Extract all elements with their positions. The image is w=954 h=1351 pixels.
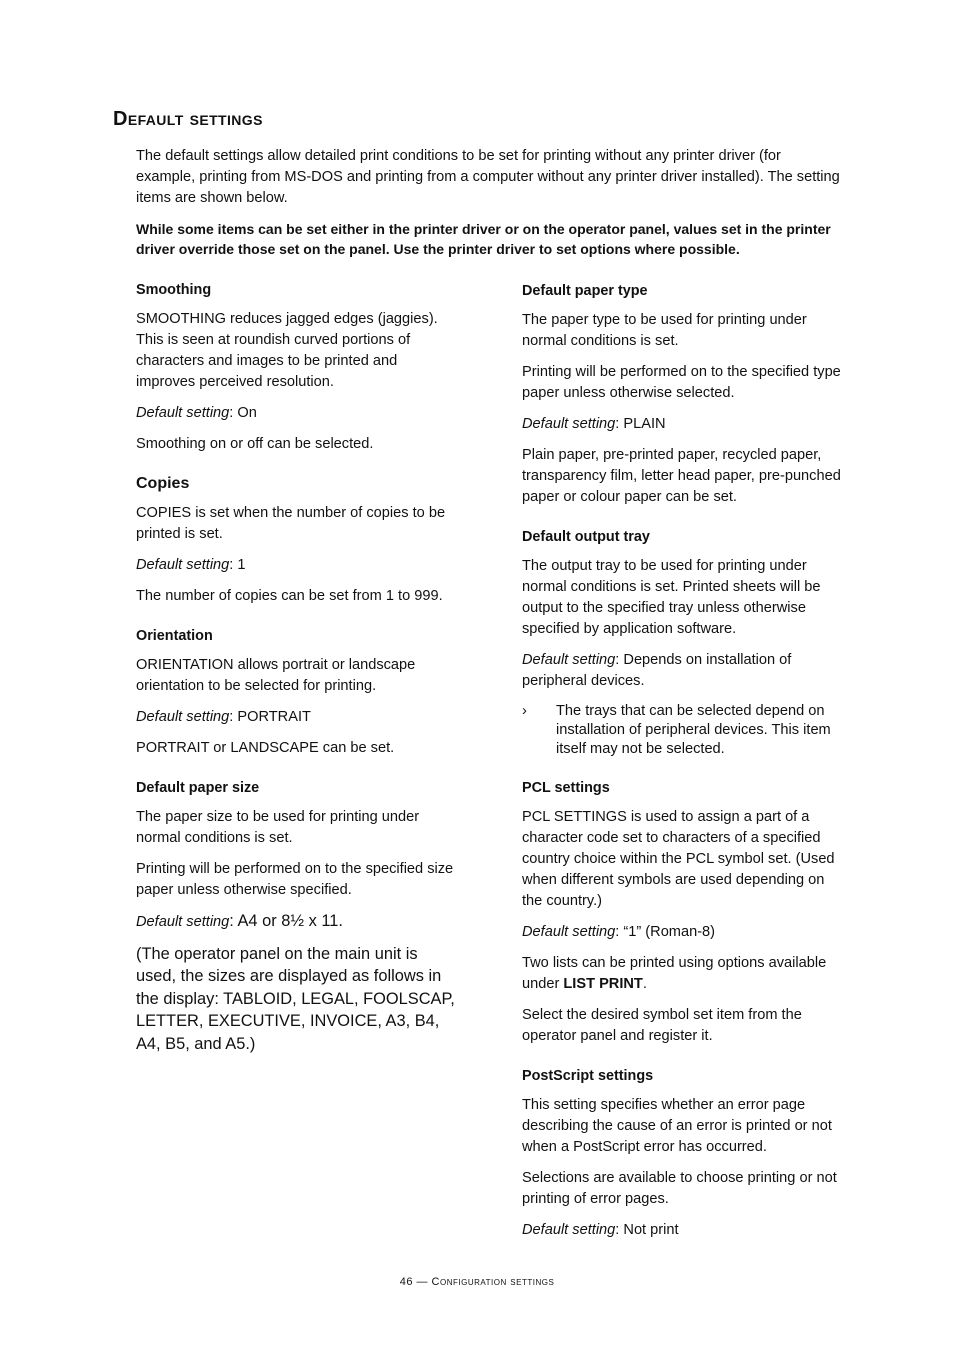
smoothing-default-value: : On xyxy=(229,405,257,421)
default-label: Default setting xyxy=(136,405,230,421)
default-label: Default setting xyxy=(522,924,616,940)
paper-type-desc2: Printing will be performed on to the specified type paper unless otherwise selected. xyxy=(522,364,841,401)
paper-size-heading: Default paper size xyxy=(136,780,260,796)
pcl-note-post: . xyxy=(642,976,647,992)
pcl-note-bold: LIST PRINT xyxy=(563,976,643,992)
orientation-heading: Orientation xyxy=(136,628,213,644)
orientation-default xyxy=(136,707,458,728)
paper-type-default xyxy=(522,414,844,435)
output-tray-default-value: : Depends on installation of peripheral devices. xyxy=(522,652,792,689)
orientation-default-value: : PORTRAIT xyxy=(229,709,311,725)
postscript-default xyxy=(522,1220,844,1241)
paper-size-default xyxy=(136,911,458,933)
pcl-default xyxy=(522,922,844,943)
pcl-note xyxy=(522,953,844,995)
section-pcl xyxy=(522,778,844,1047)
section-postscript xyxy=(522,1066,844,1241)
chevron-right-icon: › xyxy=(522,703,527,719)
pcl-heading: PCL settings xyxy=(522,780,610,796)
paper-type-note: Plain paper, pre-printed paper, recycled paper, transparency film, letter head paper, pre-punched paper or colour paper can be set. xyxy=(522,447,841,505)
paper-size-desc: The paper size to be used for printing under normal conditions is set. xyxy=(136,809,420,846)
default-label: Default setting xyxy=(136,557,230,573)
section-paper-size xyxy=(136,778,458,1055)
default-label: Default setting xyxy=(522,652,616,668)
pcl-desc: PCL SETTINGS is used to assign a part of a character code set to characters of a specified country choice within the PCL symbol set. (Used when different symbols are used depending on the country.) xyxy=(522,809,835,909)
intro-bold-paragraph: While some items can be set either in the printer driver or on the operator panel, values set in the printer driver override those set on the panel. Use the printer driver to set options where possible. xyxy=(136,221,831,257)
section-copies xyxy=(136,474,458,607)
smoothing-desc: SMOOTHING reduces jagged edges (jaggies). This is seen at roundish curved portions of characters and images to be printed and improves perceived resolution. xyxy=(136,311,438,390)
section-paper-type xyxy=(522,281,844,508)
default-label: Default setting xyxy=(136,914,230,930)
paper-type-desc: The paper type to be used for printing under normal conditions is set. xyxy=(522,312,807,349)
paper-size-desc2: Printing will be performed on to the specified size paper unless otherwise specified. xyxy=(136,861,454,898)
output-tray-bullet xyxy=(522,702,844,759)
section-output-tray xyxy=(522,527,844,759)
default-label: Default setting xyxy=(522,1222,616,1238)
orientation-note: PORTRAIT or LANDSCAPE can be set. xyxy=(136,740,395,756)
default-label: Default setting xyxy=(522,416,616,432)
paper-type-heading: Default paper type xyxy=(522,283,648,299)
copies-heading: Copies xyxy=(136,475,190,492)
copies-default-value: : 1 xyxy=(229,557,246,573)
output-tray-default xyxy=(522,650,844,692)
orientation-desc: ORIENTATION allows portrait or landscape orientation to be selected for printing. xyxy=(136,657,416,694)
page-title: Default settings xyxy=(113,108,263,130)
copies-note: The number of copies can be set from 1 to 999. xyxy=(136,588,443,604)
postscript-default-value: : Not print xyxy=(615,1222,679,1238)
pcl-note2: Select the desired symbol set item from the operator panel and register it. xyxy=(522,1007,802,1044)
pcl-default-value: : “1” (Roman-8) xyxy=(615,924,716,940)
left-column xyxy=(136,280,458,1074)
intro-paragraph: The default settings allow detailed print conditions to be set for printing without any printer driver (for example, printing from MS-DOS and printing from a computer without any printer driver installed). The setting items are shown below. xyxy=(136,148,840,206)
default-label: Default setting xyxy=(136,709,230,725)
paper-size-note: (The operator panel on the main unit is used, the sizes are displayed as follows in the display: TABLOID, LEGAL, FOOLSCAP, LETTER, EXECUTIVE, INVOICE, A3, B4, A4, B5, and A5.) xyxy=(136,945,455,1053)
smoothing-heading: Smoothing xyxy=(136,282,212,298)
paper-size-default-value: : A4 or 8½ x 11. xyxy=(229,912,343,930)
paper-type-default-value: : PLAIN xyxy=(615,416,666,432)
output-tray-bullet-text: The trays that can be selected depend on installation of peripheral devices. This item itself may not be selected. xyxy=(556,703,831,757)
output-tray-heading: Default output tray xyxy=(522,529,650,545)
section-orientation xyxy=(136,626,458,759)
section-smoothing xyxy=(136,280,458,455)
right-column xyxy=(522,281,844,1260)
postscript-desc: This setting specifies whether an error page describing the cause of an error is printed or not when a PostScript error has occurred. xyxy=(522,1097,832,1155)
smoothing-note: Smoothing on or off can be selected. xyxy=(136,436,374,452)
smoothing-default xyxy=(136,403,458,424)
copies-default xyxy=(136,555,458,576)
postscript-heading: PostScript settings xyxy=(522,1068,654,1084)
copies-desc: COPIES is set when the number of copies to be printed is set. xyxy=(136,505,446,542)
postscript-desc2: Selections are available to choose printing or not printing of error pages. xyxy=(522,1170,837,1207)
page-footer: 46 — Configuration settings xyxy=(399,1276,555,1288)
pcl-note-pre: Two lists can be printed using options available under xyxy=(522,955,827,992)
output-tray-desc: The output tray to be used for printing under normal conditions is set. Printed sheets will be output to the specified tray unless otherwise specified by application software. xyxy=(522,558,821,637)
